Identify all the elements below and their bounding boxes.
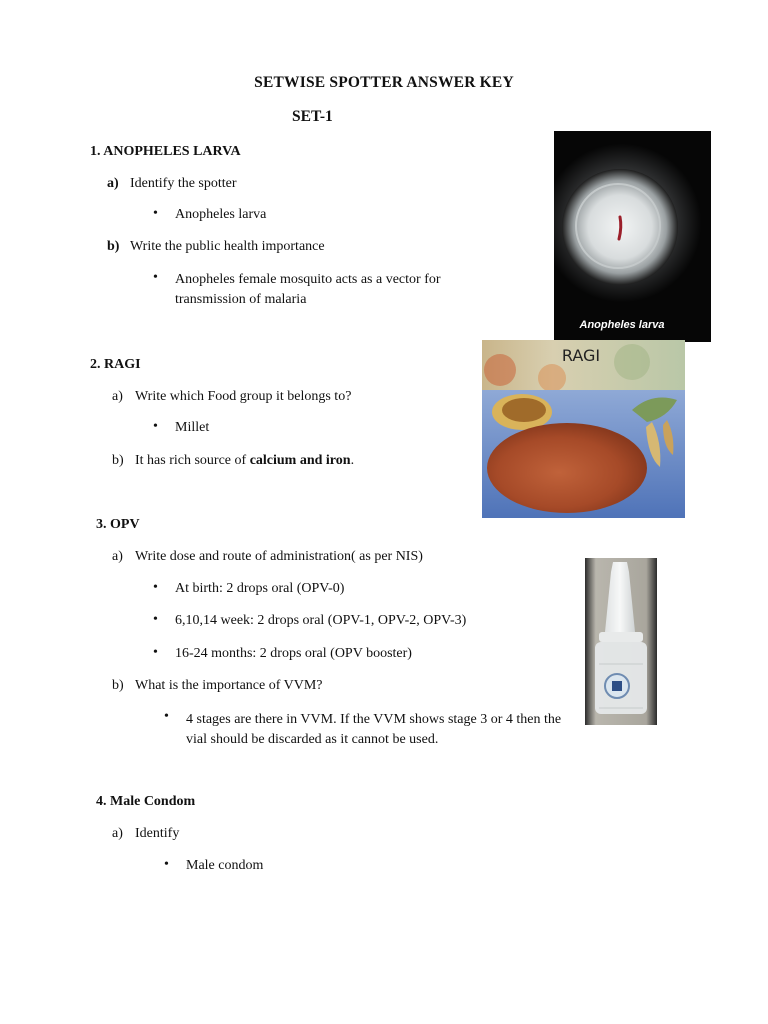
- item-4-heading: 4. Male Condom: [96, 794, 196, 809]
- ragi-image: [482, 340, 685, 518]
- item-2-q-a-text: Write which Food group it belongs to?: [135, 389, 352, 404]
- item-3-answer-a-2: 6,10,14 week: 2 drops oral (OPV-1, OPV-2, OPV-3): [175, 613, 467, 628]
- bullet-icon: •: [153, 580, 158, 595]
- item-4-q-a-marker: a): [112, 826, 123, 841]
- item-3-q-b-marker: b): [112, 678, 124, 693]
- document-title: SETWISE SPOTTER ANSWER KEY: [254, 74, 514, 91]
- item-3-answer-a-1: At birth: 2 drops oral (OPV-0): [175, 581, 345, 596]
- bullet-icon: •: [153, 419, 158, 434]
- item-1-heading: 1. ANOPHELES LARVA: [90, 144, 241, 159]
- bullet-icon: •: [153, 645, 158, 660]
- item-1-q-b-text: Write the public health importance: [130, 239, 325, 254]
- item-2-q-b-bold: calcium and iron: [249, 453, 351, 468]
- item-3-answer-a-3: 16-24 months: 2 drops oral (OPV booster): [175, 646, 412, 661]
- item-1-q-a-marker: a): [107, 176, 119, 191]
- item-2-q-b-marker: b): [112, 453, 124, 468]
- item-3-heading: 3. OPV: [96, 517, 140, 532]
- bullet-icon: •: [153, 270, 158, 285]
- item-3-q-a-text: Write dose and route of administration( as per NIS): [135, 549, 423, 564]
- item-3-answer-b: 4 stages are there in VVM. If the VVM shows stage 3 or 4 then the vial should be discarded as it cannot be used.: [186, 712, 562, 747]
- item-1-q-a-text: Identify the spotter: [130, 176, 237, 191]
- opv-vial-image: [585, 558, 657, 725]
- ragi-caption: RAGI: [561, 346, 601, 365]
- bullet-icon: •: [153, 612, 158, 627]
- item-2-q-b-before: It has rich source of: [135, 453, 250, 468]
- item-2-q-b-after: .: [350, 453, 355, 468]
- item-2-q-b-text: [135, 453, 354, 469]
- anopheles-caption: Anopheles larva: [579, 319, 665, 331]
- item-3-q-b-text: What is the importance of VVM?: [135, 678, 323, 693]
- bullet-icon: •: [164, 857, 169, 872]
- item-2-q-a-marker: a): [112, 389, 123, 404]
- item-2-answer-a: Millet: [175, 420, 210, 435]
- item-1-answer-b: Anopheles female mosquito acts as a vector for transmission of malaria: [175, 272, 441, 307]
- item-3-q-a-marker: a): [112, 549, 123, 564]
- item-2-heading: 2. RAGI: [90, 357, 141, 372]
- item-1-q-b-marker: b): [107, 239, 120, 254]
- item-4-answer-a: Male condom: [186, 858, 264, 873]
- item-1-answer-a: Anopheles larva: [175, 207, 267, 222]
- bullet-icon: •: [153, 206, 158, 221]
- anopheles-larva-image: [554, 131, 711, 342]
- item-4-q-a-text: Identify: [135, 826, 180, 841]
- bullet-icon: •: [164, 709, 169, 724]
- set-label: SET-1: [292, 108, 333, 125]
